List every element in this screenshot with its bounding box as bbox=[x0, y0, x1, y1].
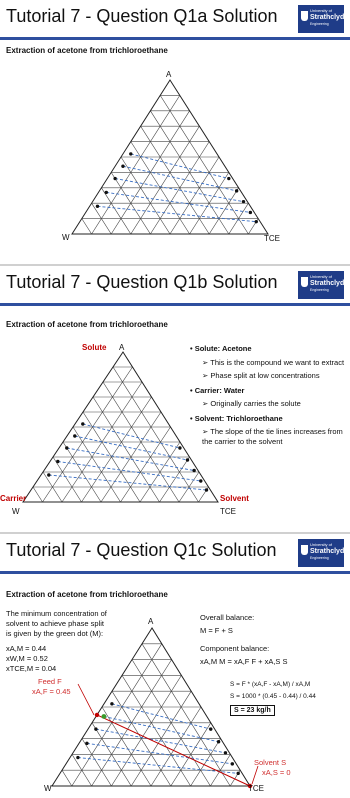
vertex-w-label: W bbox=[12, 507, 20, 516]
binodal-point bbox=[76, 756, 79, 759]
binodal-point bbox=[186, 458, 189, 461]
binodal-point bbox=[205, 488, 208, 491]
solvent-label: Solvent S bbox=[254, 758, 287, 767]
logo-line2: Strathclyde bbox=[310, 14, 349, 21]
sub-text: The slope of the tie lines increases from the carrier to the solvent bbox=[202, 427, 343, 446]
slide-title: Tutorial 7 - Question Q1a Solution bbox=[6, 6, 278, 26]
logo-line3: Engineering bbox=[310, 556, 329, 560]
vertex-tce-label: TCE bbox=[220, 507, 236, 516]
slide-subtitle: Extraction of acetone from trichloroethane bbox=[6, 590, 168, 599]
overall-balance-eq: M = F + S bbox=[200, 626, 233, 635]
sub-bullet: ➢ Originally carries the solute bbox=[202, 399, 301, 408]
grid-line bbox=[101, 188, 130, 234]
vertex-a-label: A bbox=[166, 70, 172, 79]
x-a-m: xA,M = 0.44 bbox=[6, 644, 47, 653]
binodal-point bbox=[242, 200, 245, 203]
calc-line-2: S = 1000 * (0.45 - 0.44) / 0.44 bbox=[230, 693, 316, 700]
binodal-point bbox=[94, 727, 97, 730]
vertex-w-label: W bbox=[44, 784, 52, 793]
grid-line bbox=[113, 367, 199, 502]
grid-line bbox=[92, 95, 180, 234]
intro-line-1: The minimum concentration of bbox=[6, 609, 107, 618]
binodal-point bbox=[121, 165, 124, 168]
binodal-point bbox=[192, 469, 195, 472]
grid-line bbox=[62, 770, 72, 786]
intro-line-2: solvent to achieve phase split bbox=[6, 619, 104, 628]
grid-line bbox=[121, 427, 171, 502]
binodal-point bbox=[96, 205, 99, 208]
grid-line bbox=[122, 675, 191, 786]
vertex-tce-label: TCE bbox=[248, 784, 264, 793]
binodal-point bbox=[85, 742, 88, 745]
solvent-x-label: xA,S = 0 bbox=[262, 768, 291, 777]
grid-line bbox=[141, 126, 210, 234]
bullet-solute: • Solute: Acetone bbox=[190, 344, 252, 353]
binodal-point bbox=[199, 479, 202, 482]
feed-arrow bbox=[78, 684, 94, 715]
solvent-arrow bbox=[252, 766, 258, 784]
grid-line bbox=[209, 188, 238, 234]
tie-line bbox=[131, 154, 229, 179]
sub-text: Originally carries the solute bbox=[210, 399, 301, 408]
logo-line2: Strathclyde bbox=[310, 548, 349, 555]
binodal-point bbox=[249, 211, 252, 214]
bullet-solvent: • Solvent: Trichloroethane bbox=[190, 414, 283, 423]
grid-line bbox=[33, 487, 43, 502]
component-balance-head: Component balance: bbox=[200, 644, 270, 653]
grid-line bbox=[111, 675, 181, 786]
carrier-label: Carrier bbox=[0, 494, 27, 503]
binodal-point bbox=[224, 751, 227, 754]
bullet-head: Solute: Acetone bbox=[194, 344, 252, 353]
overall-balance-head: Overall balance: bbox=[200, 613, 255, 622]
result-box bbox=[230, 706, 275, 716]
x-w-m: xW,M = 0.52 bbox=[6, 654, 48, 663]
binodal-point bbox=[110, 702, 113, 705]
sub-bullet: ➢ The slope of the tie lines increases from the carrier to the solvent bbox=[202, 427, 343, 446]
bullet-list bbox=[190, 344, 348, 447]
grid-line bbox=[151, 707, 201, 786]
sub-bullet: ➢ Phase split at low concentrations bbox=[202, 371, 320, 380]
grid-line bbox=[191, 739, 221, 786]
calc-line-1: S = F * (xA,F - xA,M) / xA,M bbox=[230, 681, 311, 688]
binodal-point bbox=[113, 177, 116, 180]
sub-text: Phase split at low concentrations bbox=[210, 371, 320, 380]
slide-q1c bbox=[0, 534, 350, 798]
vertex-a-label: A bbox=[148, 617, 154, 626]
binodal-point bbox=[65, 446, 68, 449]
logo-line1: University of bbox=[310, 274, 333, 279]
intro-line-3: is given by the green dot (M): bbox=[6, 629, 104, 638]
binodal-point bbox=[47, 473, 50, 476]
tie-line bbox=[67, 448, 194, 471]
mixture-point bbox=[102, 714, 107, 719]
binodal-point bbox=[217, 740, 220, 743]
logo-line2: Strathclyde bbox=[310, 280, 349, 287]
binodal-point bbox=[209, 727, 212, 730]
slide-subtitle: Extraction of acetone from trichloroethane bbox=[6, 46, 168, 55]
grid-line bbox=[82, 397, 152, 502]
grid-line bbox=[131, 126, 200, 234]
slide-subtitle: Extraction of acetone from trichloroethane bbox=[6, 320, 168, 329]
logo-line3: Engineering bbox=[310, 288, 329, 292]
logo-line1: University of bbox=[310, 542, 333, 547]
binodal-point bbox=[235, 189, 238, 192]
sub-text: This is the compound we want to extract bbox=[210, 358, 345, 367]
feed-label: Feed F bbox=[38, 677, 62, 686]
slide-q1b bbox=[0, 266, 350, 530]
feed-x-label: xA,F = 0.45 bbox=[32, 687, 71, 696]
solvent-label: Solvent bbox=[220, 494, 249, 503]
grid-line bbox=[170, 157, 219, 234]
binodal-point bbox=[73, 434, 76, 437]
slide-title: Tutorial 7 - Question Q1c Solution bbox=[6, 540, 277, 560]
vertex-tce-label: TCE bbox=[264, 234, 280, 243]
feed-point bbox=[95, 713, 99, 717]
binodal-point bbox=[227, 177, 230, 180]
slide-title: Tutorial 7 - Question Q1b Solution bbox=[6, 272, 278, 292]
tie-line bbox=[96, 729, 226, 753]
component-balance-eq: xA,M M = xA,F F + xA,S S bbox=[200, 657, 288, 666]
logo-line1: University of bbox=[310, 8, 333, 13]
solute-label: Solute bbox=[82, 343, 107, 352]
binodal-point bbox=[231, 762, 234, 765]
slide-q1a bbox=[0, 0, 350, 264]
grid-line bbox=[82, 219, 92, 234]
bullet-head: Solvent: Trichloroethane bbox=[194, 414, 283, 423]
binodal-point bbox=[81, 422, 84, 425]
vertex-a-label: A bbox=[119, 343, 125, 352]
binodal-point bbox=[56, 460, 59, 463]
logo-line3: Engineering bbox=[310, 22, 329, 26]
binodal-point bbox=[237, 772, 240, 775]
grid-line bbox=[93, 397, 160, 502]
vertex-w-label: W bbox=[62, 233, 70, 242]
binodal-point bbox=[105, 191, 108, 194]
binodal-point bbox=[129, 152, 132, 155]
binodal-point bbox=[178, 446, 181, 449]
bullet-head: Carrier: Water bbox=[194, 386, 245, 395]
mixing-line bbox=[97, 715, 250, 786]
bullet-carrier: • Carrier: Water bbox=[190, 386, 245, 395]
result-text: S = 23 kg/h bbox=[230, 705, 275, 716]
sub-bullet: ➢ This is the compound we want to extract bbox=[202, 358, 345, 367]
tie-line bbox=[115, 179, 243, 202]
binodal-point bbox=[255, 220, 258, 223]
grid-line bbox=[82, 739, 111, 786]
ternary-diagram bbox=[0, 0, 350, 264]
x-tce-m: xTCE,M = 0.04 bbox=[6, 664, 57, 673]
